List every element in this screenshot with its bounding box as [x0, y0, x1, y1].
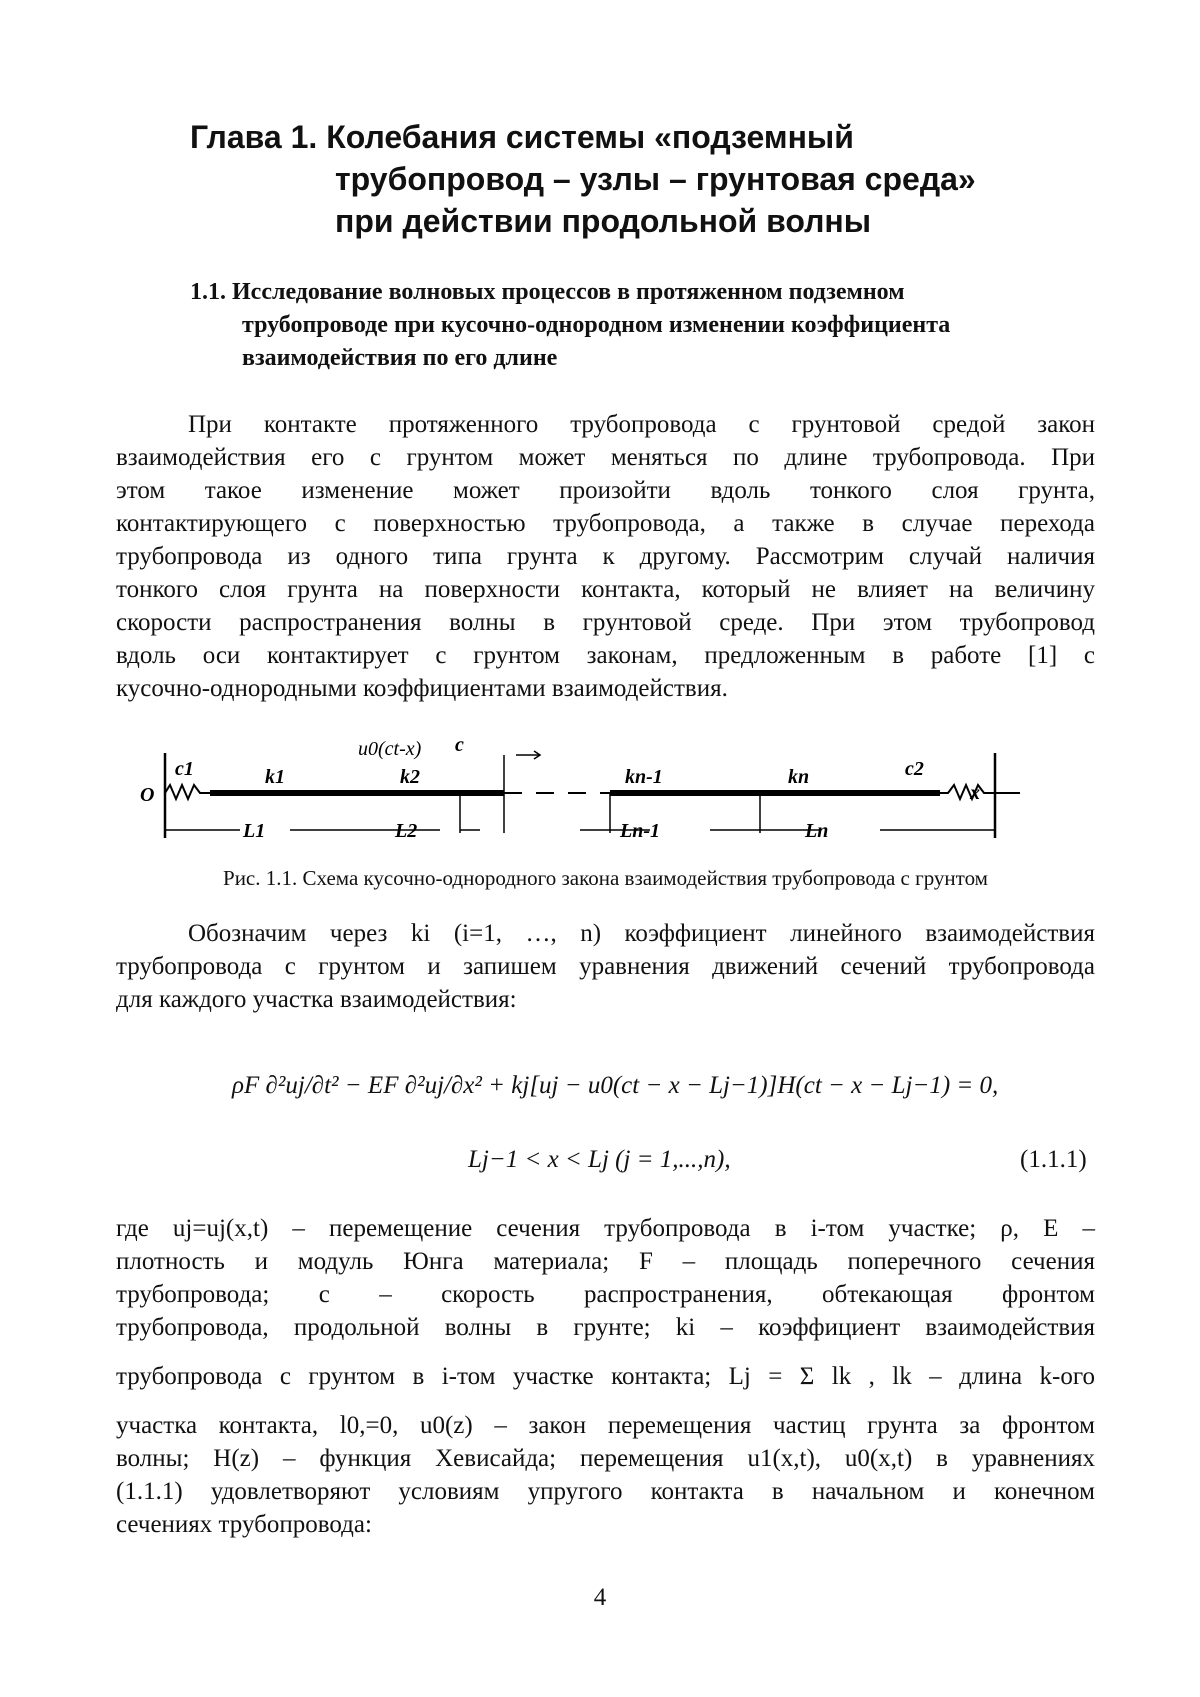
para2-line: трубопровода с грунтом и запишем уравнения движений сечений трубопровода [116, 953, 1095, 980]
c-label: c [455, 734, 464, 756]
para2-line: для каждого участка взаимодействия: [116, 986, 517, 1013]
para1-line: При контакте протяженного трубопровода с грунтовой средой закон [188, 411, 1095, 438]
para3-line: (1.1.1) удовлетворяют условиям упругого контакта в начальном и конечном [116, 1478, 1095, 1505]
para3-line: трубопровода; c – скорость распространения, обтекающая фронтом [116, 1281, 1095, 1308]
page-number: 4 [593, 1584, 607, 1611]
para3-line: трубопровода с грунтом в i-том участке контакта; Lj = Σ lk , lk – длина k-ого [116, 1363, 1095, 1390]
axis-label: x [970, 782, 980, 804]
equation-number: (1.1.1) [1020, 1146, 1087, 1173]
paragraph-notation [116, 917, 1095, 1016]
chapter-title-line-3: при действии продольной волны [335, 203, 872, 239]
k2-label: k2 [400, 766, 420, 788]
left-spring [165, 785, 210, 799]
equation-main: ρF ∂²uj/∂t² − EF ∂²uj/∂x² + kj[uj − u0(ct − x − Lj−1)]H(ct − x − Lj−1) = 0, [232, 1072, 999, 1099]
L2-label: L2 [395, 820, 418, 842]
para2-line: Обозначим через ki (i=1, …, n) коэффициент линейного взаимодействия [188, 920, 1095, 947]
pipeline-scheme-figure [140, 733, 1040, 853]
k1-label: k1 [265, 766, 285, 788]
paragraph-intro [116, 408, 1095, 705]
para3-line: волны; H(z) – функция Хевисайда; перемещения u1(x,t), u0(x,t) в уравнениях [116, 1445, 1095, 1472]
right-spring [940, 785, 995, 799]
section-title [190, 276, 1090, 375]
para1-line: этом такое изменение может произойти вдоль тонкого слоя грунта, [116, 477, 1095, 504]
para1-line: скорости распространения волны в грунтовой среде. При этом трубопровод [116, 609, 1095, 636]
para3-line: где uj=uj(x,t) – перемещение сечения трубопровода в i-том участке; ρ, E – [116, 1215, 1095, 1242]
chapter-title-line-1: Глава 1. Колебания системы «подземный [190, 119, 854, 155]
c1-label: c1 [175, 758, 194, 780]
origin-label: O [140, 784, 155, 806]
section-title-line-3: взаимодействия по его длине [242, 345, 558, 371]
L1-label: L1 [243, 820, 266, 842]
para3-line: плотность и модуль Юнга материала; F – площадь поперечного сечения [116, 1248, 1095, 1275]
para1-line: трубопровода из одного типа грунта к другому. Рассмотрим случай наличия [116, 543, 1095, 570]
para1-line: кусочно-однородными коэффициентами взаимодействия. [116, 675, 728, 702]
para3-line: трубопровода, продольной волны в грунте; ki – коэффициент взаимодействия [116, 1314, 1095, 1341]
Ln-label: Ln [805, 820, 829, 842]
Ln1-label: Ln-1 [620, 820, 660, 842]
section-title-line-1: 1.1. Исследование волновых процессов в протяженном подземном [190, 279, 905, 305]
kn-label: kn [788, 766, 810, 788]
chapter-title [190, 116, 1090, 242]
paragraph-definitions [116, 1212, 1095, 1541]
para3-line: сечениях трубопровода: [116, 1511, 372, 1538]
chapter-title-line-2: трубопровод – узлы – грунтовая среда» [335, 161, 976, 197]
kn1-label: kn-1 [625, 766, 663, 788]
para3-line: участка контакта, l0,=0, u0(z) – закон перемещения частиц грунта за фронтом [116, 1412, 1095, 1439]
para1-line: тонкого слоя грунта на поверхности контакта, который не влияет на величину [116, 576, 1095, 603]
c2-label: c2 [905, 758, 924, 780]
equation-range: Lj−1 < x < Lj (j = 1,...,n), [468, 1146, 731, 1173]
wave-label: u0(ct-x) [358, 738, 422, 760]
para1-line: контактирующего с поверхностью трубопровода, а также в случае перехода [116, 510, 1095, 537]
figure-caption: Рис. 1.1. Схема кусочно-однородного закона взаимодействия трубопровода с грунтом [223, 866, 988, 890]
para1-line: вдоль оси контактирует с грунтом законам, предложенным в работе [1] с [116, 642, 1095, 669]
section-title-line-2: трубопроводе при кусочно-однородном изменении коэффициента [242, 312, 951, 338]
para1-line: взаимодействия его с грунтом может меняться по длине трубопровода. При [116, 444, 1095, 471]
